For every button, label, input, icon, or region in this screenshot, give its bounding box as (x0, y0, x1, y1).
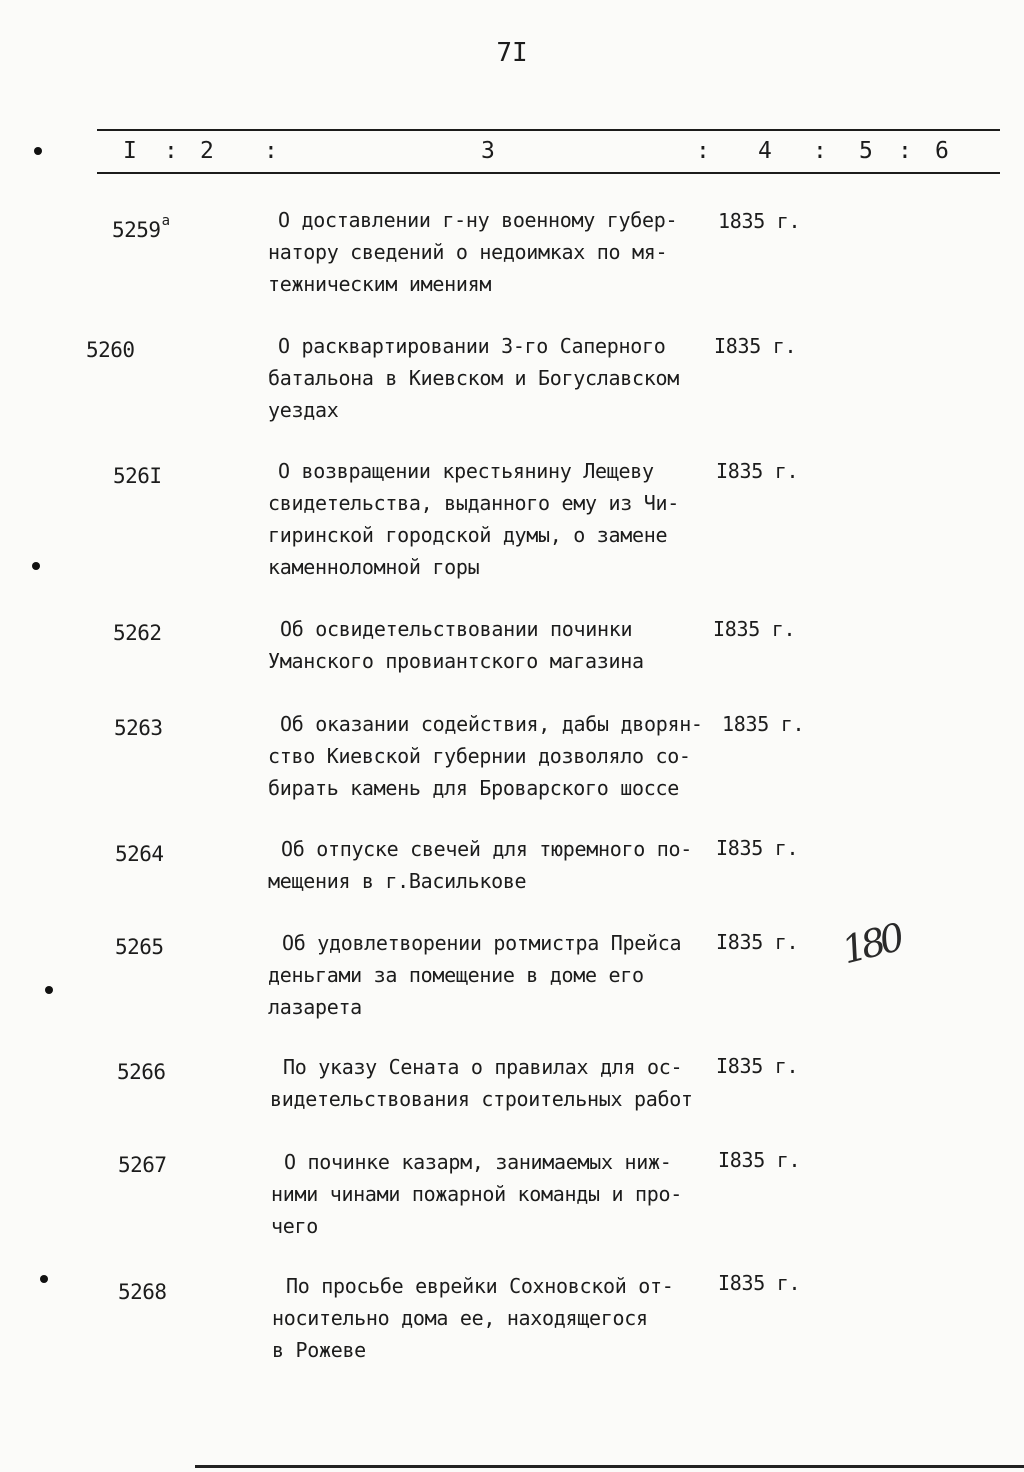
entry-description-line: носительно дома ее, находящегося (272, 1306, 648, 1330)
header-col-3: 3 (481, 138, 495, 164)
entry-description-line: Об оказании содействия, дабы дворян- (280, 712, 703, 736)
entry-description-line: ство Киевской губернии дозволяло со- (268, 744, 691, 768)
header-separator: : (696, 138, 710, 164)
entry-number-value: 5259 (112, 218, 161, 242)
entry-number: 5260 (86, 338, 135, 362)
header-separator: : (898, 138, 912, 164)
entry-number: 5264 (115, 842, 164, 866)
header-separator: : (813, 138, 827, 164)
entry-number: 526I (113, 464, 162, 488)
entry-description-line: По указу Сената о правилах для ос- (283, 1055, 683, 1079)
entry-description-line: О доставлении г-ну военному губер- (278, 208, 678, 232)
page-number: 7I (496, 38, 528, 68)
header-separator: : (164, 138, 178, 164)
header-separator: : (264, 138, 278, 164)
entry-description-line: По просьбе еврейки Сохновской от- (286, 1274, 674, 1298)
header-col-5: 5 (859, 138, 873, 164)
entry-description-line: натору сведений о недоимках по мя- (268, 240, 668, 264)
entry-date: I835 г. (716, 930, 799, 954)
entry-number: 5267 (118, 1153, 167, 1177)
handwritten-sheet-number: 180 (837, 915, 904, 973)
entry-description-line: тежническим имениям (268, 272, 492, 296)
entry-number: 5266 (117, 1060, 166, 1084)
entry-number (112, 213, 170, 242)
entry-date: 1835 г. (718, 209, 801, 233)
entry-date: 1835 г. (722, 712, 805, 736)
entry-description (271, 1146, 744, 1242)
entry-description-line: бирать камень для Броварского шоссе (268, 776, 679, 800)
entry-date: I835 г. (718, 1271, 801, 1295)
punch-hole-mark (40, 1275, 48, 1283)
entry-number: 5263 (114, 716, 163, 740)
entry-description-line: О починке казарм, занимаемых ниж- (284, 1150, 672, 1174)
table-header-top-rule (97, 129, 1000, 131)
header-col-6: 6 (935, 138, 949, 164)
entry-description (268, 204, 738, 300)
entry-description-line: ними чинами пожарной команды и про- (271, 1182, 682, 1206)
entry-description-line: деньгами за помещение в доме его (268, 963, 644, 987)
entry-description-line: гиринской городской думы, о замене (268, 523, 668, 547)
entry-date: I835 г. (716, 836, 799, 860)
page-bottom-edge (195, 1465, 1024, 1468)
punch-hole-mark (45, 986, 53, 994)
entry-description (268, 927, 742, 1023)
header-col-4: 4 (758, 138, 772, 164)
entry-description-line: О расквартировании 3-го Саперного (278, 334, 666, 358)
entry-description (268, 613, 740, 677)
entry-description-line: лазарета (268, 995, 362, 1019)
entry-description-line: Уманского провиантского магазина (268, 649, 644, 673)
entry-description-line: видетельствования строительных работ (270, 1087, 693, 1111)
entry-description-line: Об удовлетворении ротмистра Прейса (282, 931, 682, 955)
entry-description-line: каменноломной горы (268, 555, 480, 579)
header-col-2: 2 (200, 138, 214, 164)
entry-number-superscript: а (161, 213, 170, 229)
entry-date: I835 г. (713, 617, 796, 641)
entry-description (268, 833, 741, 897)
entry-date: I835 г. (718, 1148, 801, 1172)
entry-description-line: О возвращении крестьянину Лещеву (278, 459, 654, 483)
entry-description (270, 1051, 743, 1115)
entry-number: 5265 (115, 935, 164, 959)
entry-description-line: Об освидетельствовании починки (280, 617, 633, 641)
entry-description-line: батальона в Киевском и Богуславском (268, 366, 679, 390)
entry-description (268, 455, 738, 583)
entry-description-line: свидетельства, выданного ему из Чи- (268, 491, 679, 515)
entry-description-line: чего (271, 1214, 318, 1238)
table-header-bottom-rule (97, 172, 1000, 174)
entry-description (272, 1270, 746, 1366)
punch-hole-mark (34, 147, 42, 155)
entry-number: 5262 (113, 621, 162, 645)
entry-description (268, 708, 740, 804)
entry-number: 5268 (118, 1280, 167, 1304)
header-col-1: I (123, 138, 137, 164)
entry-description (268, 330, 738, 426)
punch-hole-mark (32, 562, 40, 570)
entry-description-line: Об отпуске свечей для тюремного по- (281, 837, 692, 861)
entry-description-line: уездах (268, 398, 339, 422)
entry-date: I835 г. (716, 1054, 799, 1078)
entry-description-line: в Рожеве (272, 1338, 366, 1362)
entry-date: I835 г. (716, 459, 799, 483)
entry-date: I835 г. (714, 334, 797, 358)
entry-description-line: мещения в г.Василькове (268, 869, 527, 893)
